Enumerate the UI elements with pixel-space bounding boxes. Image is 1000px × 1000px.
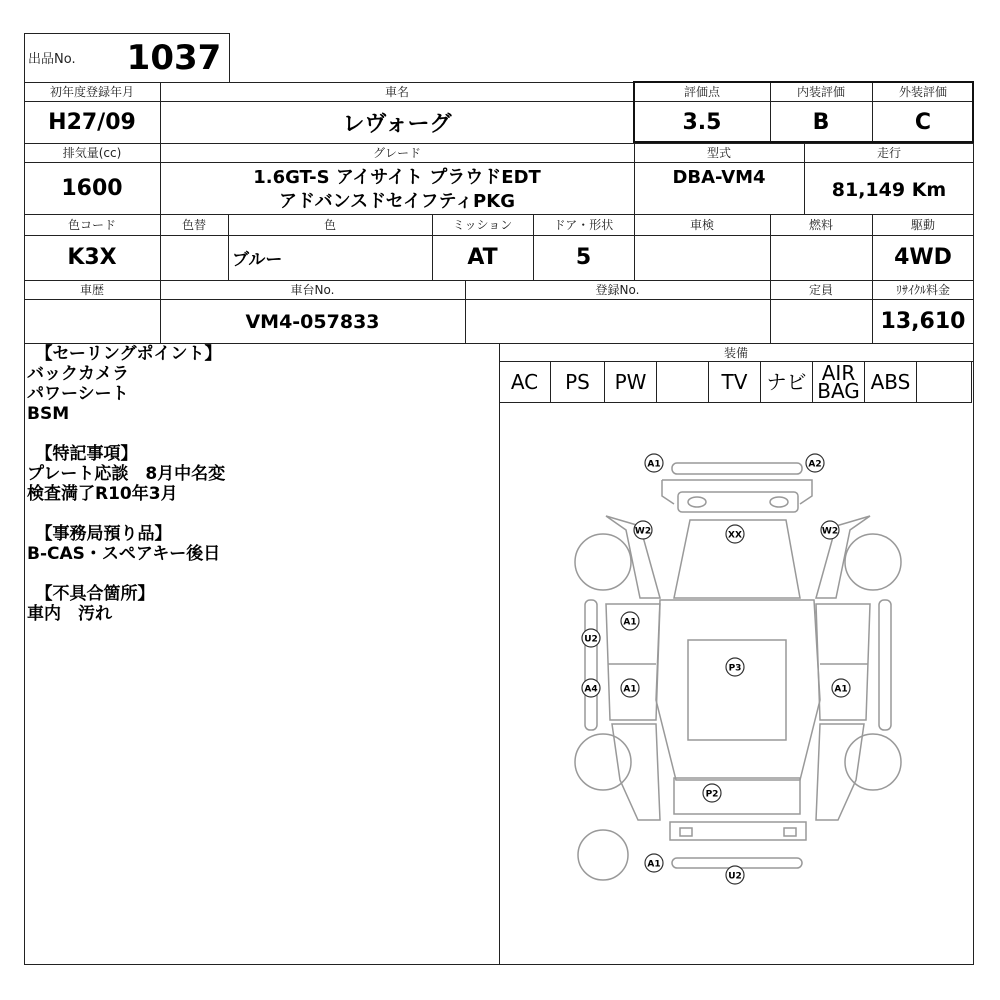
damage-mark: A1 xyxy=(647,459,661,470)
equipment-item: AIR BAG xyxy=(813,361,865,403)
interior-label: 内装評価 xyxy=(796,85,845,99)
equipment-item: PW xyxy=(605,361,657,403)
chassis-value: VM4-057833 xyxy=(245,310,380,333)
equipment-item: PS xyxy=(551,361,605,403)
equipment-list xyxy=(499,361,973,403)
equipment-item xyxy=(917,361,969,403)
color-value: ブルー xyxy=(232,250,283,270)
fuel-value xyxy=(770,235,872,280)
exterior-value: C xyxy=(914,109,932,135)
score-label: 評価点 xyxy=(683,85,720,99)
mileage-label: 走行 xyxy=(876,146,901,160)
drive-label: 駆動 xyxy=(910,218,935,232)
repaint-label: 色替 xyxy=(181,218,206,232)
repaint-value xyxy=(160,235,228,280)
recycle-label: ﾘｻｲｸﾙ料金 xyxy=(895,283,950,297)
model-label: 型式 xyxy=(706,146,731,160)
damage-mark: A1 xyxy=(834,684,848,695)
color-code-value: K3X xyxy=(67,245,117,270)
selling-item: パワーシート xyxy=(27,384,129,404)
grade-line2: アドバンスドセイフティPKG xyxy=(279,191,515,212)
office-item: B-CAS・スペアキー後日 xyxy=(27,544,221,564)
damage-mark: U2 xyxy=(584,634,598,645)
grade-line1: 1.6GT-S アイサイト プラウドEDT xyxy=(253,167,541,188)
reg-label: 初年度登録年月 xyxy=(49,85,134,99)
special-item: 検査満了R10年3月 xyxy=(27,484,178,504)
damage-mark: W2 xyxy=(821,526,839,537)
damage-diagram xyxy=(500,404,972,964)
selling-item: BSM xyxy=(27,404,70,424)
damage-mark: A1 xyxy=(623,617,637,628)
selling-title: 【セーリングポイント】 xyxy=(27,344,222,364)
equipment-item: ABS xyxy=(865,361,917,403)
reg-value: H27/09 xyxy=(48,109,136,135)
displacement-value: 1600 xyxy=(61,175,123,201)
capacity-label: 定員 xyxy=(808,283,833,297)
inspection-label: 車検 xyxy=(689,218,714,232)
name-value: レヴォーグ xyxy=(342,111,452,137)
special-item: プレート応談 8月中名変 xyxy=(27,464,226,484)
damage-mark: U2 xyxy=(728,871,742,882)
equipment-item: ナビ xyxy=(761,361,813,403)
equipment-item xyxy=(657,361,709,403)
equipment-label: 装備 xyxy=(723,345,748,360)
transmission-label: ミッション xyxy=(452,218,513,232)
regno-value xyxy=(465,299,770,344)
door-label: ドア・形状 xyxy=(553,218,614,232)
color-code-label: 色コード xyxy=(67,218,116,232)
damage-mark: P2 xyxy=(705,789,719,800)
lot-number: 1037 xyxy=(126,38,222,78)
damage-mark: A1 xyxy=(623,684,637,695)
mileage-value: 81,149 Km xyxy=(831,179,947,201)
damage-mark: A2 xyxy=(808,459,822,470)
name-label: 車名 xyxy=(384,85,409,99)
selling-item: バックカメラ xyxy=(27,364,129,384)
door-value: 5 xyxy=(575,245,592,270)
damage-marks-layer xyxy=(582,454,850,884)
defect-item: 車内 汚れ xyxy=(27,604,112,624)
score-value: 3.5 xyxy=(682,109,722,135)
color-label: 色 xyxy=(323,218,336,232)
chassis-label: 車台No. xyxy=(290,283,335,297)
fuel-label: 燃料 xyxy=(808,218,833,232)
history-label: 車歴 xyxy=(79,283,104,297)
notes-section xyxy=(27,344,497,624)
office-title: 【事務局預り品】 xyxy=(27,524,172,544)
grade-label: グレード xyxy=(372,146,421,160)
lot-label: 出品No. xyxy=(28,51,76,67)
defect-title: 【不具合箇所】 xyxy=(27,584,155,604)
regno-label: 登録No. xyxy=(595,283,640,297)
equipment-item: AC xyxy=(499,361,551,403)
history-value xyxy=(24,299,160,344)
drive-value: 4WD xyxy=(894,245,952,270)
equipment-item: TV xyxy=(709,361,761,403)
model-value: DBA-VM4 xyxy=(672,166,766,188)
recycle-value: 13,610 xyxy=(880,309,966,334)
capacity-value xyxy=(770,299,872,344)
damage-mark: P3 xyxy=(728,663,742,674)
transmission-value: AT xyxy=(467,245,498,270)
displacement-label: 排気量(cc) xyxy=(62,146,122,160)
special-title: 【特記事項】 xyxy=(27,444,138,464)
damage-mark: A1 xyxy=(647,859,661,870)
interior-value: B xyxy=(812,109,830,135)
exterior-label: 外装評価 xyxy=(898,85,947,99)
damage-mark: W2 xyxy=(634,526,652,537)
inspection-value xyxy=(634,235,770,280)
damage-mark: XX xyxy=(728,530,742,541)
damage-mark: A4 xyxy=(584,684,598,695)
